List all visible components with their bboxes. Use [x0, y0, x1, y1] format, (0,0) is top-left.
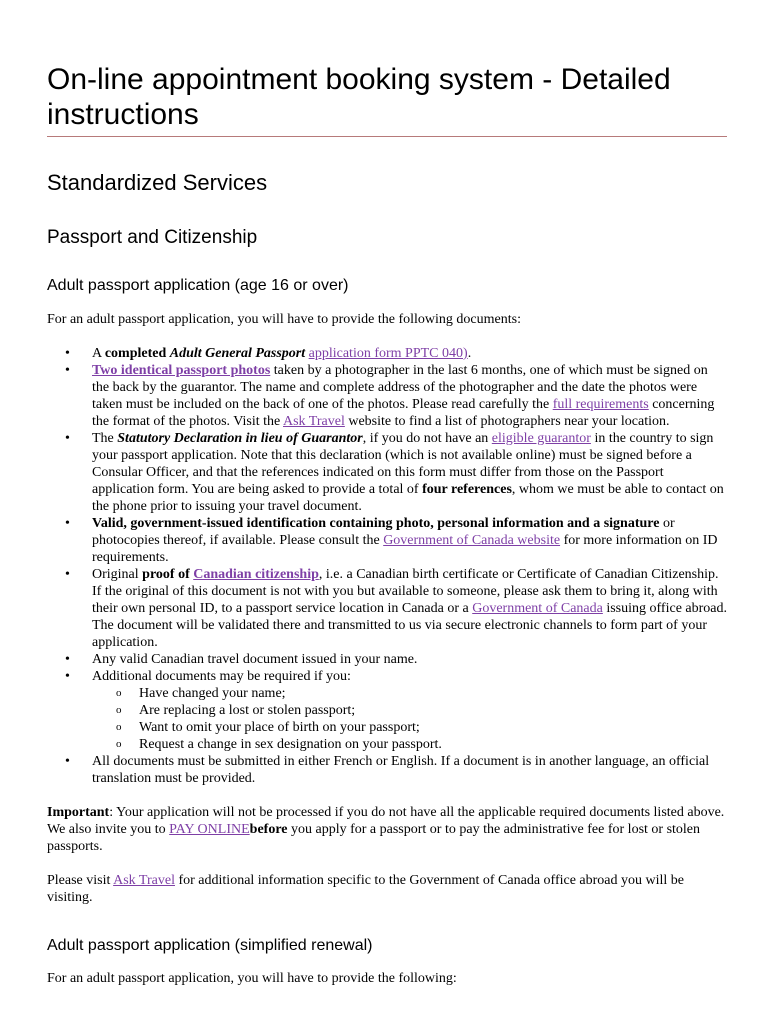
eligible-guarantor-link[interactable]: eligible guarantor — [491, 431, 591, 446]
subsection-heading: Passport and Citizenship — [47, 227, 258, 248]
visit-note: Please visit Ask Travel for additional information specific to the Government of Canada office abroad you will be visiting. — [47, 873, 685, 905]
list-item: • Two identical passport photos taken by a photographer in the last 6 months, one of which must be signed on the back by the guarantor. The name and complete address of the photographer and the date the photos were taken must be included on the back of one of the photos. Please read carefully the full requirements concerning the format of the photos. Visit the Ask Travel website to find a list of photographers near your location. — [47, 362, 727, 430]
section-heading: Standardized Services — [47, 170, 268, 195]
sublist-item: o Have changed your name; — [47, 685, 727, 702]
adult-heading: Adult passport application (age 16 or over) — [47, 277, 349, 294]
adult-intro: For an adult passport application, you will have to provide the following documents: — [47, 312, 521, 327]
government-of-canada-website-link[interactable]: Government of Canada website — [383, 533, 561, 548]
list-item: • Original proof of Canadian citizenship, i.e. a Canadian birth certificate or Certificate of Canadian Citizenship. If the original of this document is not with you but available to someone, please ask them to bring it, along with their own personal ID, to a passport service location in Canada or a Government of Canada issuing office abroad. The document will be validated there and transmitted to us via secure electronic channels to form part of your application. — [47, 566, 727, 651]
canadian-citizenship-link[interactable]: Canadian citizenship — [193, 567, 319, 582]
full-requirements-link[interactable]: full requirements — [552, 397, 649, 412]
document-page — [47, 62, 727, 987]
list-item: • All documents must be submitted in either French or English. If a document is in another language, an official translation must be provided. — [47, 753, 727, 787]
sublist-item: o Request a change in sex designation on your passport. — [47, 736, 727, 753]
list-item: • A completed Adult General Passport application form PPTC 040). — [47, 345, 727, 362]
ask-travel-link-2[interactable]: Ask Travel — [113, 873, 175, 888]
sublist-item: o Are replacing a lost or stolen passport; — [47, 702, 727, 719]
list-item: • Any valid Canadian travel document issued in your name. — [47, 651, 727, 668]
documents-list — [47, 345, 727, 787]
renewal-heading: Adult passport application (simplified renewal) — [47, 937, 373, 954]
sublist-item: o Want to omit your place of birth on your passport; — [47, 719, 727, 736]
passport-photos-link[interactable]: Two identical passport photos — [92, 363, 271, 378]
page-title: On-line appointment booking system - Detailed instructions — [47, 62, 727, 137]
list-item: • Valid, government-issued identification containing photo, personal information and a signature or photocopies thereof, if available. Please consult the Government of Canada website for more information on ID requirements. — [47, 515, 727, 566]
list-item: • Additional documents may be required if you: o Have changed your name; o Are replacing a lost or stolen passport; o Want to omit your place of birth on your passport; o Request a change in sex designation on your passport. — [47, 668, 727, 753]
ask-travel-link[interactable]: Ask Travel — [283, 414, 345, 429]
application-form-link[interactable]: application form PPTC 040) — [308, 346, 468, 361]
pay-online-link[interactable]: PAY ONLINE — [169, 822, 250, 837]
important-note: Important: Your application will not be processed if you do not have all the applicable required documents listed above. We also invite you to PAY ONLINEbefore you apply for a passport or to pay the administrative fee for lost or stolen passports. — [47, 805, 725, 854]
list-item: • The Statutory Declaration in lieu of Guarantor, if you do not have an eligible guarantor in the country to sign your passport application. Note that this declaration (which is not available online) must be signed before a Consular Officer, and that the references indicated on this form must differ from those on the Passport application form. You are being asked to provide a total of four references, whom we must be able to contact on the phone prior to issuing your travel document. — [47, 430, 727, 515]
additional-documents-sublist — [92, 685, 727, 753]
renewal-intro: For an adult passport application, you will have to provide the following: — [47, 971, 457, 986]
government-of-canada-link[interactable]: Government of Canada — [472, 601, 603, 616]
